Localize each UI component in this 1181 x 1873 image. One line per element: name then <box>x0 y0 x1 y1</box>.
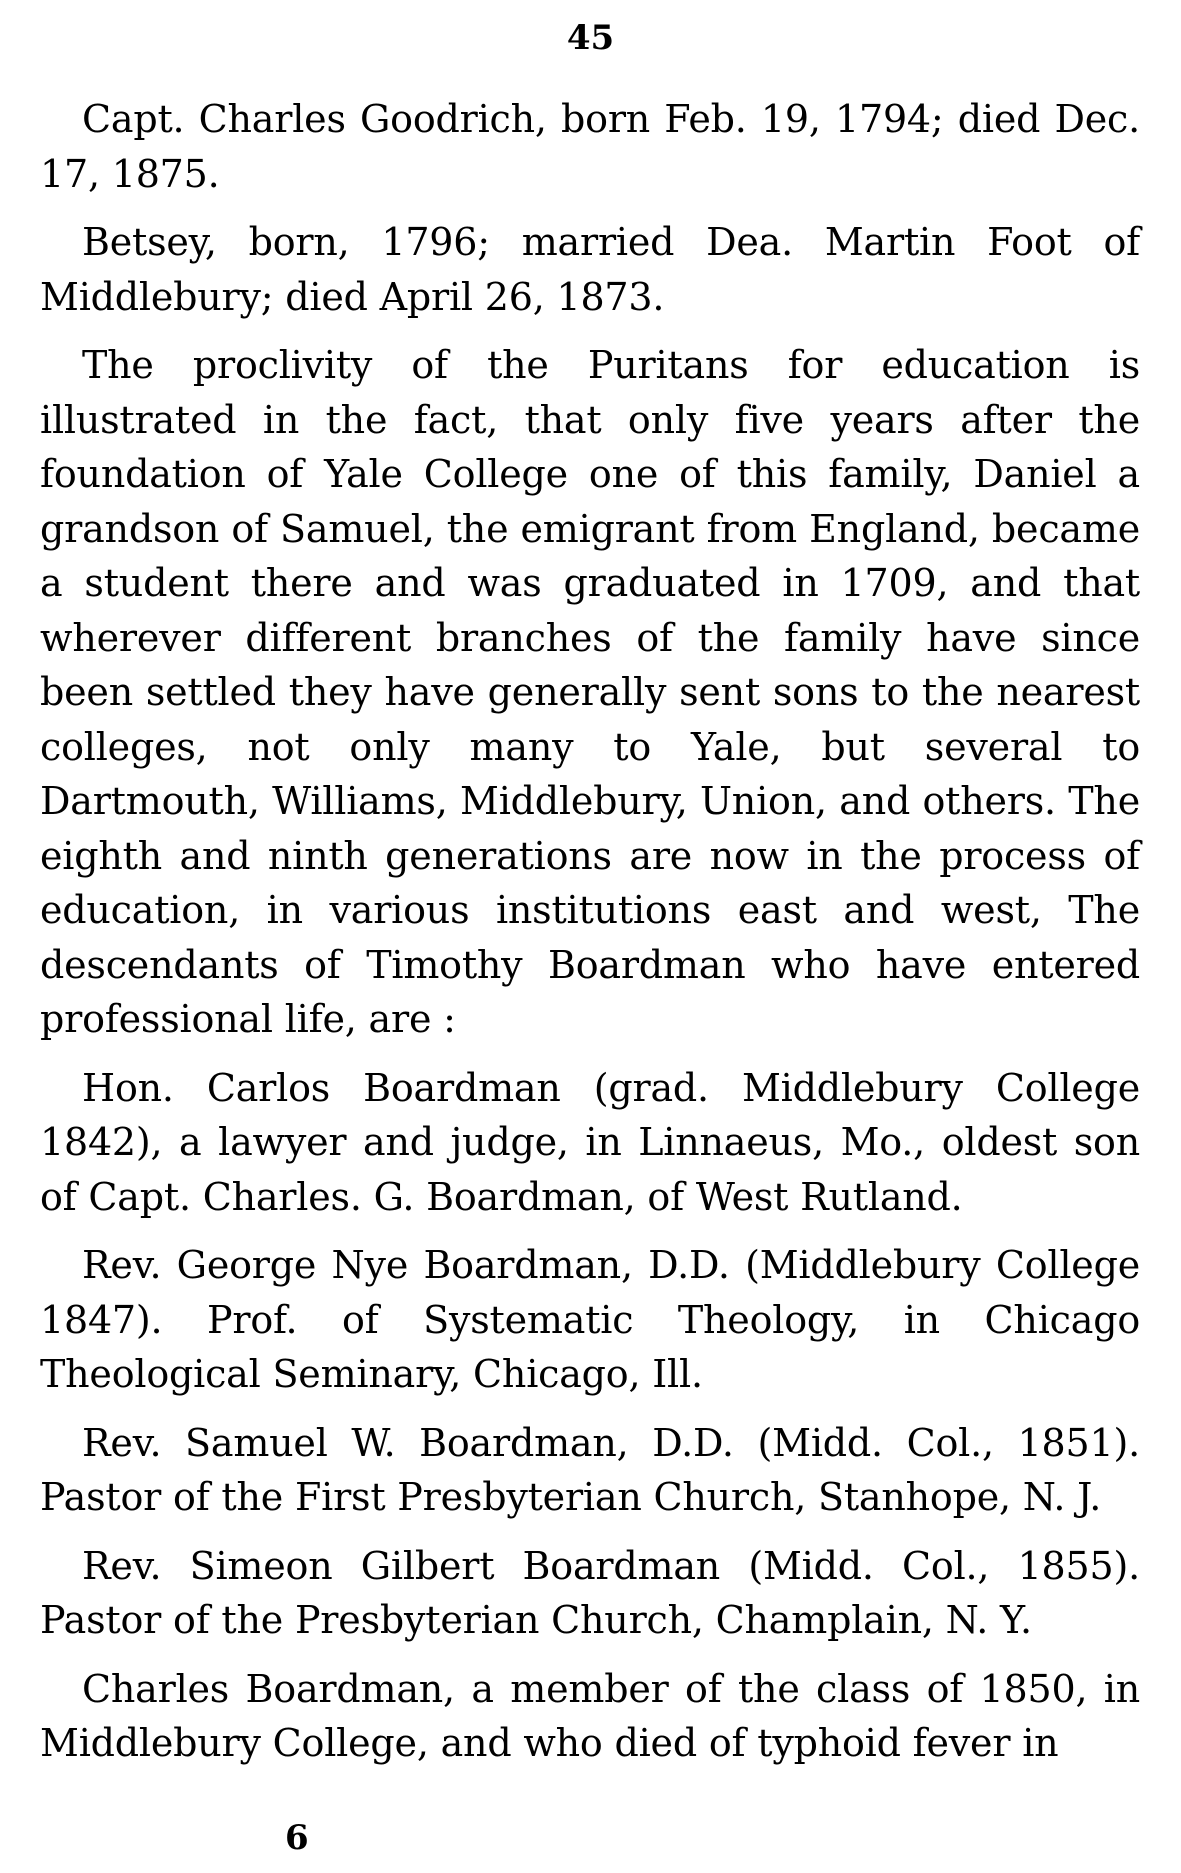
paragraph-simeon-gilbert-boardman: Rev. Simeon Gilbert Boardman (Midd. Col., 1855). Pastor of the Presbyterian Church, Champlain, N. Y. <box>40 1543 1140 1642</box>
paragraph-samuel-w-boardman: Rev. Samuel W. Boardman, D.D. (Midd. Col., 1851). Pastor of the First Presbyterian Church, Stanhope, N. J. <box>40 1420 1140 1519</box>
paragraph-carlos-boardman: Hon. Carlos Boardman (grad. Middlebury College 1842), a lawyer and judge, in Linnaeus, Mo., oldest son of Capt. Charles. G. Boardman, of West Rutland. <box>40 1065 1140 1219</box>
page-body <box>40 92 1140 1785</box>
paragraph-betsey: Betsey, born, 1796; married Dea. Martin Foot of Middlebury; died April 26, 1873. <box>40 220 1140 319</box>
page-number: 45 <box>566 18 615 58</box>
signature-mark: 6 <box>285 1818 309 1858</box>
paragraph-george-nye-boardman: Rev. George Nye Boardman, D.D. (Middlebury College 1847). Prof. of Systematic Theology, in Chicago Theological Seminary, Chicago, Ill. <box>40 1243 1140 1396</box>
paragraph-education: The proclivity of the Puritans for education is illustrated in the fact, that only five years after the foundation of Yale College one of this family, Daniel a grandson of Samuel, the emigrant from England, became a student there and was graduated in 1709, and that wherever different branches of the family have since been settled they have generally sent sons to the nearest colleges, not only many to Yale, but several to Dartmouth, Williams, Middlebury, Union, and others. The eighth and ninth generations are now in the process of education, in various institutions east and west, The descendants of Timothy Boardman who have entered professional life, are : <box>40 343 1140 1041</box>
paragraph-charles-boardman: Charles Boardman, a member of the class of 1850, in Middlebury College, and who died of typhoid fever in <box>40 1666 1140 1765</box>
paragraph-charles-goodrich: Capt. Charles Goodrich, born Feb. 19, 1794; died Dec. 17, 1875. <box>40 97 1140 196</box>
